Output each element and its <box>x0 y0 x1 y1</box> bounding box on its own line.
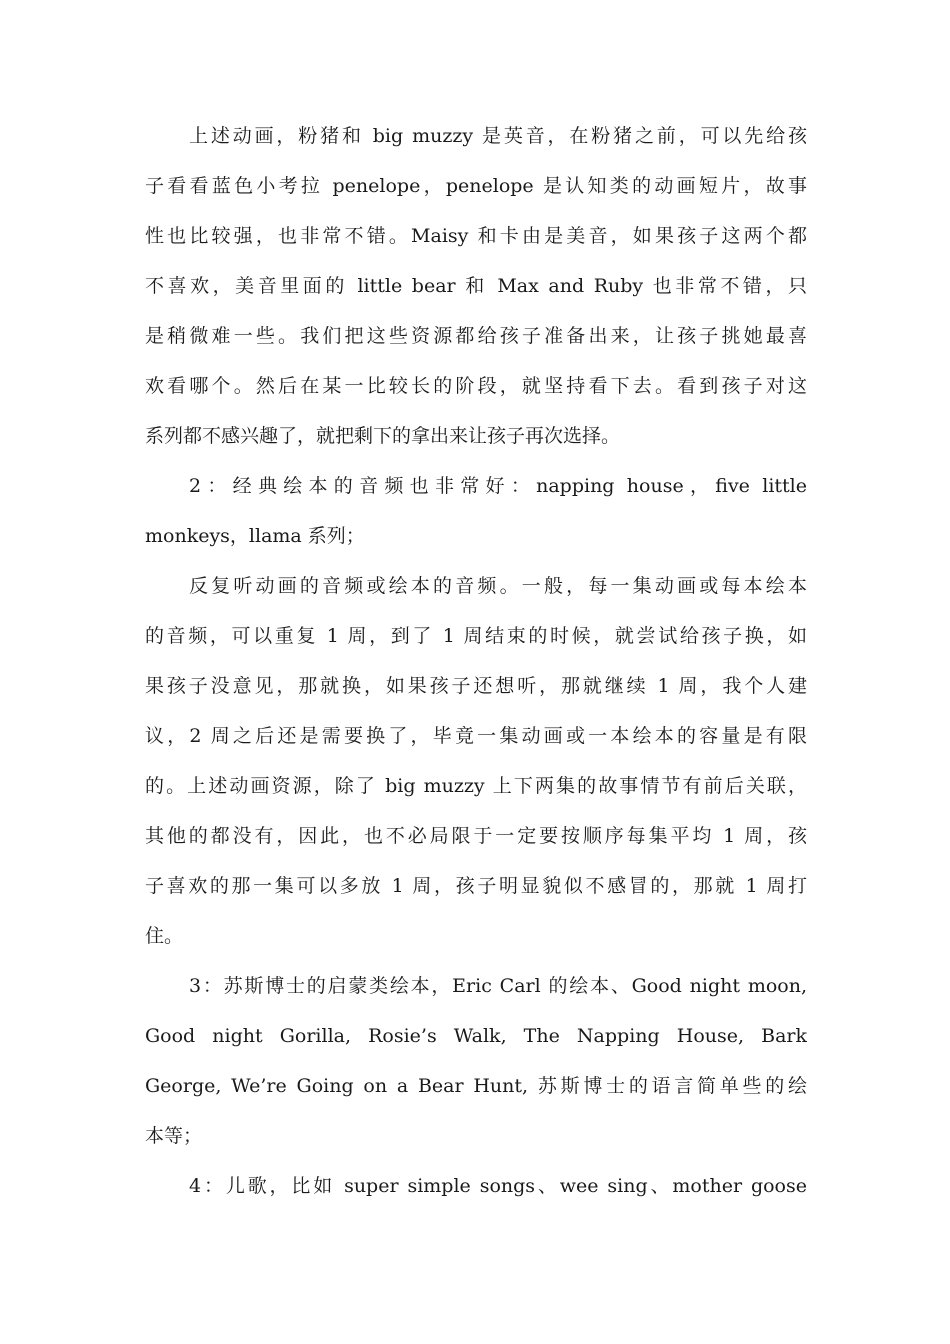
text-line-5: 是稍微难一些。我们把这些资源都给孩子准备出来，让孩子挑她最喜 <box>145 325 807 347</box>
text-line-13: 议，2 周之后还是需要换了，毕竟一集动画或一本绘本的容量是有限 <box>145 725 807 747</box>
text-line-6: 欢看哪个。然后在某一比较长的阶段，就坚持看下去。看到孩子对这 <box>145 375 807 397</box>
text-line-16: 子喜欢的那一集可以多放 1 周，孩子明显貌似不感冒的，那就 1 周打 <box>145 875 807 897</box>
text-line-9: monkeys，llama 系列； <box>145 525 365 547</box>
text-line-11: 的音频，可以重复 1 周，到了 1 周结束的时候，就尝试给孩子换，如 <box>145 625 807 647</box>
text-line-17: 住。 <box>145 925 184 947</box>
text-line-10: 反复听动画的音频或绘本的音频。一般，每一集动画或每本绘本 <box>189 575 807 597</box>
text-line-14: 的。上述动画资源，除了 big muzzy 上下两集的故事情节有前后关联， <box>145 775 807 797</box>
text-line-2: 子看看蓝色小考拉 penelope，penelope 是认知类的动画短片，故事 <box>145 175 807 197</box>
text-line-7: 系列都不感兴趣了，就把剩下的拿出来让孩子再次选择。 <box>145 425 621 447</box>
text-line-20: George, We’re Going on a Bear Hunt, 苏斯博士的语言简单些的绘 <box>145 1075 807 1097</box>
text-line-21: 本等； <box>145 1125 203 1147</box>
text-line-15: 其他的都没有，因此，也不必局限于一定要按顺序每集平均 1 周，孩 <box>145 825 807 847</box>
text-line-22: 4：儿歌，比如 super simple songs、wee sing、mother goose <box>189 1175 807 1197</box>
text-line-3: 性也比较强，也非常不错。Maisy 和卡由是美音，如果孩子这两个都 <box>145 225 807 247</box>
text-line-8: 2：经典绘本的音频也非常好：napping house，five little <box>189 475 807 497</box>
text-line-1: 上述动画，粉猪和 big muzzy 是英音，在粉猪之前，可以先给孩 <box>189 125 807 147</box>
text-line-12: 果孩子没意见，那就换，如果孩子还想听，那就继续 1 周，我个人建 <box>145 675 807 697</box>
text-line-19: Good night Gorilla, Rosie’s Walk, The Napping House, Bark <box>145 1025 807 1047</box>
text-line-18: 3：苏斯博士的启蒙类绘本，Eric Carl 的绘本、Good night moon, <box>189 975 807 997</box>
text-line-4: 不喜欢，美音里面的 little bear 和 Max and Ruby 也非常不错，只 <box>145 275 807 297</box>
